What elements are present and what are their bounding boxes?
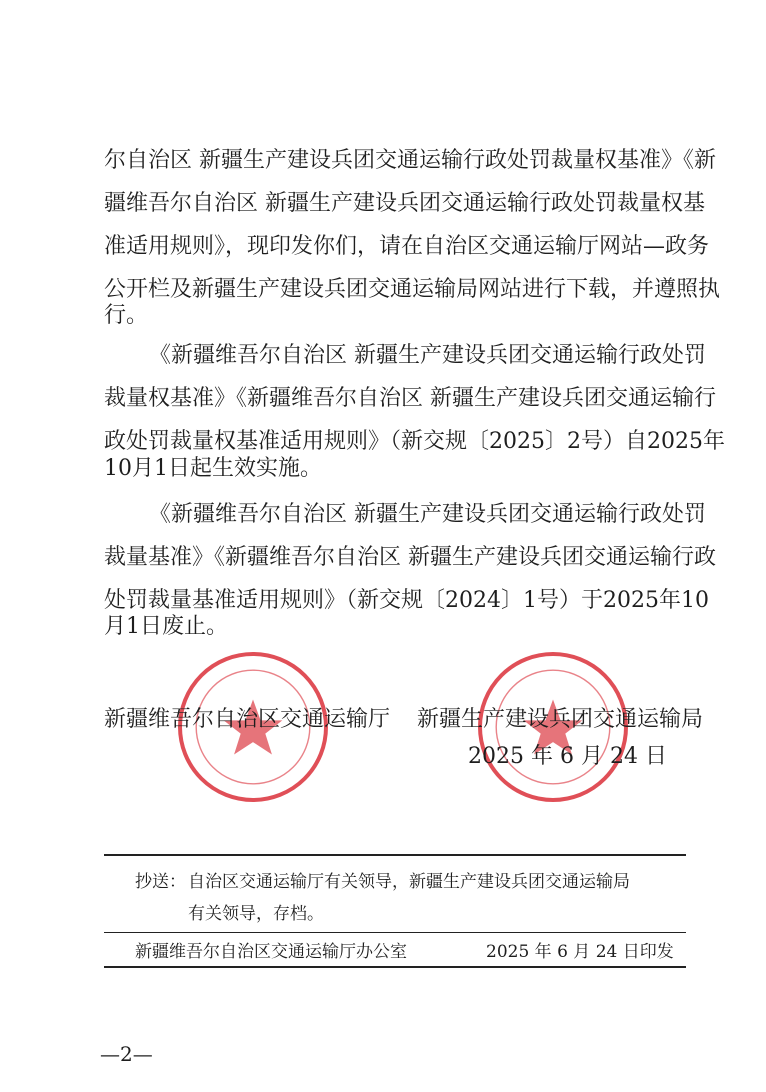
signature-date: 2025 年 6 月 24 日	[468, 744, 667, 769]
signature-org-left: 新疆维吾尔自治区交通运输厅	[104, 707, 391, 732]
body-line-1: 尔自治区 新疆生产建设兵团交通运输行政处罚裁量权基准》《新	[104, 148, 716, 173]
body-line-3: 准适用规则》，现印发你们，请在自治区交通运输厅网站—政务	[104, 234, 710, 259]
rule-top	[104, 854, 686, 856]
body-line-6: 《新疆维吾尔自治区 新疆生产建设兵团交通运输行政处罚	[149, 343, 706, 368]
footer-issue-date: 2025 年 6 月 24 日印发	[486, 942, 674, 962]
body-line-7: 裁量权基准》《新疆维吾尔自治区 新疆生产建设兵团交通运输行	[104, 386, 716, 411]
body-line-13: 月1日废止。	[104, 614, 228, 639]
body-line-11: 裁量基准》《新疆维吾尔自治区 新疆生产建设兵团交通运输行政	[104, 545, 716, 570]
distribution-line-1: 自治区交通运输厅有关领导，新疆生产建设兵团交通运输局	[188, 872, 630, 892]
body-line-10: 《新疆维吾尔自治区 新疆生产建设兵团交通运输行政处罚	[149, 502, 706, 527]
signature-org-right: 新疆生产建设兵团交通运输局	[417, 707, 704, 732]
rule-bottom	[104, 966, 686, 968]
page-number: —2—	[100, 1042, 153, 1066]
footer-issuer: 新疆维吾尔自治区交通运输厅办公室	[135, 942, 407, 962]
body-line-12: 处罚裁量基准适用规则》（新交规〔2024〕1号）于2025年10	[104, 588, 709, 613]
distribution-line-2: 有关领导，存档。	[188, 904, 324, 924]
body-line-4: 公开栏及新疆生产建设兵团交通运输局网站进行下载，并遵照执	[104, 277, 721, 302]
body-line-9: 10月1日起生效实施。	[104, 456, 322, 481]
rule-middle	[104, 932, 686, 933]
distribution-label: 抄送：	[135, 872, 186, 892]
body-line-2: 疆维吾尔自治区 新疆生产建设兵团交通运输行政处罚裁量权基	[104, 191, 705, 216]
body-line-5: 行。	[104, 303, 149, 328]
body-line-8: 政处罚裁量权基准适用规则》（新交规〔2025〕2号）自2025年	[104, 429, 725, 454]
